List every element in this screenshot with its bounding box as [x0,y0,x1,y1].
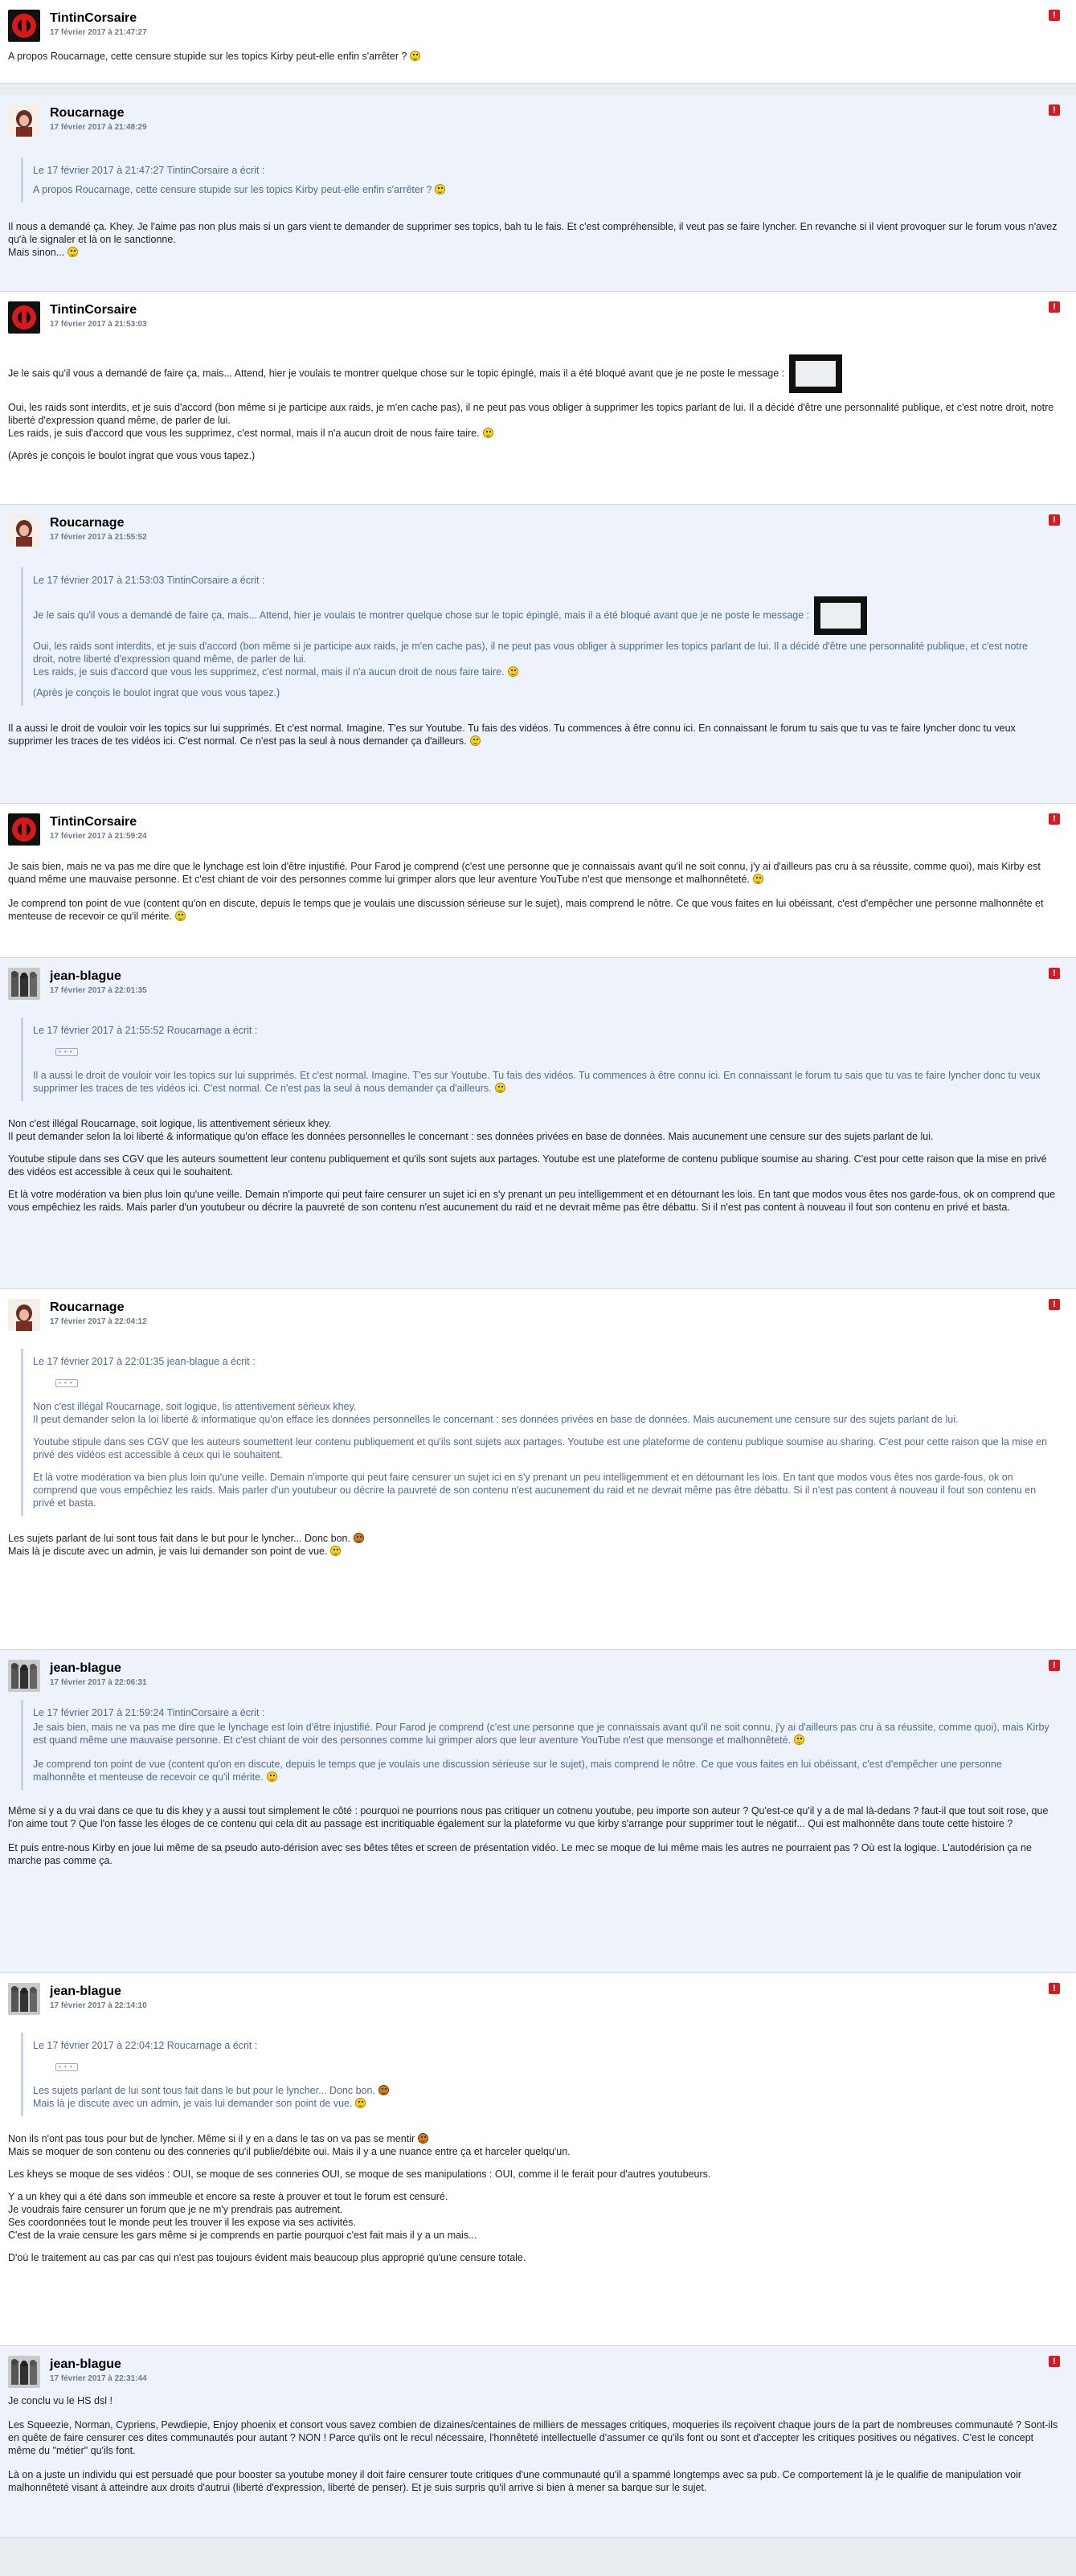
nested-quote-toggle[interactable] [55,1379,78,1387]
image-thumbnail[interactable] [814,596,867,635]
image-thumbnail[interactable] [789,354,842,393]
post-date[interactable]: 17 février 2017 à 22:31:44 [50,2374,147,2383]
smiley-icon [267,1771,277,1782]
avatar-jean-blague[interactable] [8,1660,40,1692]
quote-header: Le 17 février 2017 à 22:01:35 jean-blague a écrit : [33,1356,256,1367]
smiley-icon [495,1083,505,1093]
post-text: Il peut demander selon la loi liberté & informatique qu'on efface les données personnelles le concernant : ses données privées en base de données. Mais aucunement une censure sur des sujets parlant de lui. [8,1131,934,1142]
post-date[interactable]: 17 février 2017 à 22:01:35 [50,986,147,995]
post-date[interactable]: 17 février 2017 à 22:06:31 [50,1678,147,1687]
quote-text: Je comprend ton point de vue (content qu'on en discute, depuis le temps que je voulais une discussion sérieuse sur le sujet), mais comprend le nôtre. Ce que vous faites en lui obéissant, c'est d'empêcher une personne malhonnête et menteuse de recevoir ce qu'il mérite. [33,1759,1002,1783]
smiley-icon [355,2098,366,2108]
report-button[interactable]: ! [1049,1983,1060,1994]
post-text: Mais là je discute avec un admin, je vais lui demander son point de vue. [8,1545,1060,1558]
smiley-icon [435,184,445,195]
report-button[interactable]: ! [1049,514,1060,526]
post-text: C'est de la vraie censure les gars même si je comprends en partie pourquoi c'est fait mais il y a un mais... [8,2230,477,2241]
quote-text: Il a aussi le droit de vouloir voir les topics sur lui supprimés. Et c'est normal. Imagine. T'es sur Youtube. Tu fais des vidéos. Tu commences à être connu ici. En connaissant le forum tu sais que tu vas te faire lyncher donc tu veux supprimer les traces de tes vidéos ici. C'est normal. Ce n'est pas la seul à nous demander ça d'ailleurs. [33,1070,1041,1094]
post-text: Je sais bien, mais ne va pas me dire que le lynchage est loin d'être injustifié. Pour Farod je comprend (c'est une personne que je connaissais avant qu'il ne soit connu, j'y ai d'ailleurs pas cru à sa réussite, comme quoi), mais Kirby est quand même une mauvaise personne. Et c'est chiant de voir des personnes comme lui grimper alors que leur aventure YouTube n'est que mensonge et malhonnêteté. [8,861,1041,885]
quote-header: Le 17 février 2017 à 21:55:52 Roucarnage a écrit : [33,1025,258,1036]
post-text: A propos Roucarnage, cette censure stupide sur les topics Kirby peut-elle enfin s'arrêter ? [8,50,1060,63]
quote-text: Oui, les raids sont interdits, et je suis d'accord (bon même si je participe aux raids, je m'en cache pas), il ne peut pas vous obliger à supprimer les topics parlant de lui. Il a décidé d'être une personnalité publique, et c'est notre droit, notre liberté d'expression quand même, de parler de lui. [33,641,1028,665]
avatar-roucarnage[interactable] [8,104,40,137]
post-date[interactable]: 17 février 2017 à 21:48:29 [50,123,147,132]
post-text: Les raids, je suis d'accord que vous les supprimez, c'est normal, mais il n'a aucun droit de nous faire taire. [8,427,1060,440]
smiley-icon [794,1734,804,1745]
quote-text: Mais là je discute avec un admin, je vais lui demander son point de vue. [33,2097,1052,2110]
post [0,958,1076,1289]
post-text: D'où le traitement au cas par cas qui n'est pas toujours évident mais beaucoup plus approprié qu'une censure totale. [8,2252,526,2263]
post-date[interactable]: 17 février 2017 à 22:14:10 [50,2001,147,2010]
avatar-jean-blague[interactable] [8,2356,40,2388]
avatar-jean-blague[interactable] [8,968,40,1000]
post-text: Même si y a du vrai dans ce que tu dis khey y a aussi tout simplement le côté : pourquoi ne pourrions nous pas critiquer un cotnenu youtube, peu importe son auteur ? Qu'est-ce qu'il y a de mal là-dedans ? faut-il que tout soit rose, que l'on aime tout ? Que l'on fasse les éloges de ce contenu qui cela dit au passage est incritiquable également sur la plateforme vu que kirby s'arrange pour supprimer tout le négatif... Qui est malhonnête dans toute cette histoire ? [8,1805,1049,1829]
quote-text: Je le sais qu'il vous a demandé de faire ça, mais... Attend, hier je voulais te montrer quelque chose sur le topic épinglé, mais il a été bloqué avant que je ne poste le message : [33,596,1052,635]
post [0,292,1076,505]
post-text: Je conclu vu le HS dsl ! [8,2395,113,2406]
smiley-icon [410,51,420,61]
smiley-icon [354,1533,364,1543]
post-date[interactable]: 17 février 2017 à 21:59:24 [50,832,147,841]
post [0,95,1076,292]
report-button[interactable]: ! [1049,813,1060,825]
nested-quote-toggle[interactable] [55,1048,78,1056]
avatar-roucarnage[interactable] [8,1299,40,1331]
post-text: Mais se moquer de son contenu ou des conneries qu'il publie/débite oui. Mais il y a une nuance entre ça et harceler quelqu'un. [8,2146,571,2157]
author-name[interactable]: jean-blague [50,2357,121,2371]
quote-block [21,1349,1060,1516]
author-name[interactable]: jean-blague [50,969,121,983]
report-button[interactable]: ! [1049,301,1060,313]
quote-text: A propos Roucarnage, cette censure stupide sur les topics Kirby peut-elle enfin s'arrêter ? [33,183,1052,196]
post-date[interactable]: 17 février 2017 à 21:55:52 [50,533,147,542]
smiley-icon [753,874,763,884]
post-text: Et puis entre-nous Kirby en joue lui même de sa pseudo auto-dérision avec ses bêtes têtes et screen de présentation vidéo. Le mec se moque de lui même mais les autres ne pourraient pas ? Où est la logique. L'autodérision ça ne marche pas comme ça. [8,1842,1032,1866]
quote-text: Et là votre modération va bien plus loin qu'une veille. Demain n'importe qui peut faire censurer un sujet ici en s'y prenant un peu intelligemment et en détournant les lois. En tant que modos vous êtes nos garde-fous, ok on comprend que vous empêchiez les raids. Mais parler d'un youtubeur ou décrire la pauvreté de son contenu n'est aucunement du raid et ne devrait même pas être débattu. Si il n'est pas content à nouveau il fout son contenu en privé et basta. [33,1472,1037,1509]
quote-text: Youtube stipule dans ses CGV que les auteurs soumettent leur contenu publiquement et qu'ils sont sujets aux partages. Youtube est une plateforme de contenu publique soumise au sharing. C'est pour cette raison que la mise en privé des vidéos est accessible à ceux qui le souhaitent. [33,1436,1048,1460]
quote-text: Les raids, je suis d'accord que vous les supprimez, c'est normal, mais il n'a aucun droit de nous faire taire. [33,666,1052,678]
author-name[interactable]: jean-blague [50,1984,121,1998]
author-name[interactable]: TintinCorsaire [50,815,137,829]
avatar-tintincorsaire[interactable] [8,813,40,846]
author-name[interactable]: Roucarnage [50,516,125,530]
post-text: Non c'est illégal Roucarnage, soit logique, lis attentivement sérieux khey. [8,1118,332,1129]
post-text: Les kheys se moque de ses vidéos : OUI, se moque de ses conneries OUI, se moque de ses manipulations : OUI, comme il le ferait pour d'autres youtubeurs. [8,2169,711,2180]
post-date[interactable]: 17 février 2017 à 21:47:27 [50,28,147,37]
quote-header: Le 17 février 2017 à 22:04:12 Roucarnage a écrit : [33,2040,258,2051]
avatar-tintincorsaire[interactable] [8,10,40,42]
avatar-roucarnage[interactable] [8,514,40,547]
quote-text: Je sais bien, mais ne va pas me dire que le lynchage est loin d'être injustifié. Pour Farod je comprend (c'est une personne que je connaissais avant qu'il ne soit connu, j'y ai d'ailleurs pas cru à sa réussite, comme quoi), mais Kirby est quand même une mauvaise personne. Et c'est chiant de voir des personnes comme lui grimper alors que leur aventure YouTube n'est que mensonge et malhonnêteté. [33,1722,1049,1746]
author-name[interactable]: TintinCorsaire [50,11,137,25]
post [0,1973,1076,2346]
report-button[interactable]: ! [1049,1660,1060,1671]
post [0,0,1076,84]
quote-text: Les sujets parlant de lui sont tous fait dans le but pour le lyncher... Donc bon. [33,2084,1052,2097]
post [0,1289,1076,1650]
post-text: Mais sinon... [8,246,1060,259]
nested-quote-toggle[interactable] [55,2063,78,2071]
post-text: Non ils n'ont pas tous pour but de lyncher. Même si il y en a dans le tas on va pas se mentir [8,2132,1060,2145]
post-text: Les sujets parlant de lui sont tous fait dans le but pour le lyncher... Donc bon. [8,1532,1060,1545]
quote-block [21,2033,1060,2116]
post [0,2346,1076,2538]
smiley-icon [470,735,481,746]
separator [0,84,1076,95]
post-text: Il nous a demandé ça. Khey. Je l'aime pas non plus mais si un gars vient te demander de supprimer ses topics, bah tu le fais. Et c'est compréhensible, il veut pas se faire lyncher. En revanche si il vient provoquer sur le forum vous n'avez qu'à le signaler et là on le sanctionne. [8,221,1058,245]
post-text: Y a un khey qui a été dans son immeuble et encore sa reste à prouver et tout le forum est censuré. [8,2191,448,2202]
post-text: Je voudrais faire censurer un forum que je ne m'y prendrais pas autrement. [8,2204,343,2215]
smiley-icon [68,247,78,257]
smiley-icon [508,666,518,677]
quote-text: (Après je conçois le boulot ingrat que vous vous tapez.) [33,687,280,698]
post-text: Et là votre modération va bien plus loin qu'une veille. Demain n'importe qui peut faire censurer un sujet ici en s'y prenant un peu intelligemment et en détournant les lois. En tant que modos vous êtes nos garde-fous, ok on comprend que vous empêchiez les raids. Mais parler d'un youtubeur ou décrire la pauvreté de son contenu n'est aucunement du raid et ne devrait même pas être débattu. Si il n'est pas content à nouveau il fout son contenu en privé et basta. [8,1189,1056,1213]
report-button[interactable]: ! [1049,2356,1060,2367]
post [0,804,1076,958]
avatar-jean-blague[interactable] [8,1983,40,2015]
quote-text: Il peut demander selon la loi liberté & informatique qu'on efface les données personnelles le concernant : ses données privées en base de données. Mais aucunement une censure sur des sujets parlant de lui. [33,1414,959,1425]
post-date[interactable]: 17 février 2017 à 21:53:03 [50,320,147,329]
post-text: Là on a juste un individu qui est persuadé que pour booster sa youtube money il doit faire censurer toute critiques d'une communauté qu'il a spammé longtemps avec sa pub. Ce comportement là je le qualifie de manipulation voir malhonnêteté visant à atteindre aux droits d'autrui (liberté d'expression, liberté de penser). Et je suis surpris qu'il arrive si bien à mener sa barque sur le sujet. [8,2469,1022,2493]
smiley-icon [175,911,186,921]
report-button[interactable]: ! [1049,1299,1060,1310]
quote-block [21,158,1060,203]
quote-block [21,1700,1060,1790]
author-name[interactable]: TintinCorsaire [50,303,137,317]
report-button[interactable]: ! [1049,104,1060,116]
quote-header: Le 17 février 2017 à 21:59:24 TintinCorsaire a écrit : [33,1707,265,1718]
smiley-icon [330,1546,341,1556]
report-button[interactable]: ! [1049,10,1060,21]
quote-block [21,567,1060,706]
post-text: Je le sais qu'il vous a demandé de faire ça, mais... Attend, hier je voulais te montrer quelque chose sur le topic épinglé, mais il a été bloqué avant que je ne poste le message : [8,354,1060,393]
post-text: Youtube stipule dans ses CGV que les auteurs soumettent leur contenu publiquement et qu'ils sont sujets aux partages. Youtube est une plateforme de contenu publique soumise au sharing. C'est pour cette raison que la mise en privé des vidéos est accessible à ceux qui le souhaitent. [8,1153,1047,1177]
author-name[interactable]: Roucarnage [50,1300,125,1314]
post-text: Oui, les raids sont interdits, et je suis d'accord (bon même si je participe aux raids, je m'en cache pas), il ne peut pas vous obliger à supprimer les topics parlant de lui. Il a décidé d'être une personnalité publique, et c'est notre droit, notre liberté d'expression quand même, de parler de lui. [8,402,1054,426]
author-name[interactable]: Roucarnage [50,106,125,120]
post-text: Il a aussi le droit de vouloir voir les topics sur lui supprimés. Et c'est normal. Imagine. T'es sur Youtube. Tu fais des vidéos. Tu commences à être connu ici. En connaissant le forum tu sais que tu vas te faire lyncher donc tu veux supprimer les traces de tes vidéos ici. C'est normal. Ce n'est pas la seul à nous demander ça d'ailleurs. [8,723,1016,747]
quote-header: Le 17 février 2017 à 21:53:03 TintinCorsaire a écrit : [33,575,265,586]
post-date[interactable]: 17 février 2017 à 22:04:12 [50,1317,147,1326]
author-name[interactable]: jean-blague [50,1661,121,1675]
post-text: Les Squeezie, Norman, Cypriens, Pewdiepie, Enjoy phoenix et consort vous savez combien de dizaines/centaines de milliers de messages critiques, moqueries ils reçoivent chaque jours de la part de nombreuses communauté ? Sont-ils en quête de faire censurer ces dites communautés pour autant ? NON ! Parce qu'ils ont le recul nécessaire, l'honnêteté intellectuelle d'assumer ce qu'ils font ou sont et d'accepter les critiques positives ou négatives. C'est le concept même du "métier" qu'ils font. [8,2419,1058,2456]
quote-block [21,1018,1060,1101]
smiley-icon [418,2133,428,2144]
avatar-tintincorsaire[interactable] [8,301,40,334]
report-button[interactable]: ! [1049,968,1060,979]
smiley-icon [378,2085,389,2095]
smiley-icon [483,428,493,438]
post [0,505,1076,804]
post [0,1650,1076,1973]
quote-text: Non c'est illégal Roucarnage, soit logique, lis attentivement sérieux khey. [33,1401,357,1412]
post-text: (Après je conçois le boulot ingrat que vous vous tapez.) [8,450,256,461]
post-text: Ses coordonnées tout le monde peut les trouver il les expose via ses activités. [8,2217,356,2228]
post-text: Je comprend ton point de vue (content qu'on en discute, depuis le temps que je voulais une discussion sérieuse sur le sujet), mais comprend le nôtre. Ce que vous faites en lui obéissant, c'est d'empêcher une personne malhonnête et menteuse de recevoir ce qu'il mérite. [8,898,1044,922]
quote-header: Le 17 février 2017 à 21:47:27 TintinCorsaire a écrit : [33,165,265,176]
